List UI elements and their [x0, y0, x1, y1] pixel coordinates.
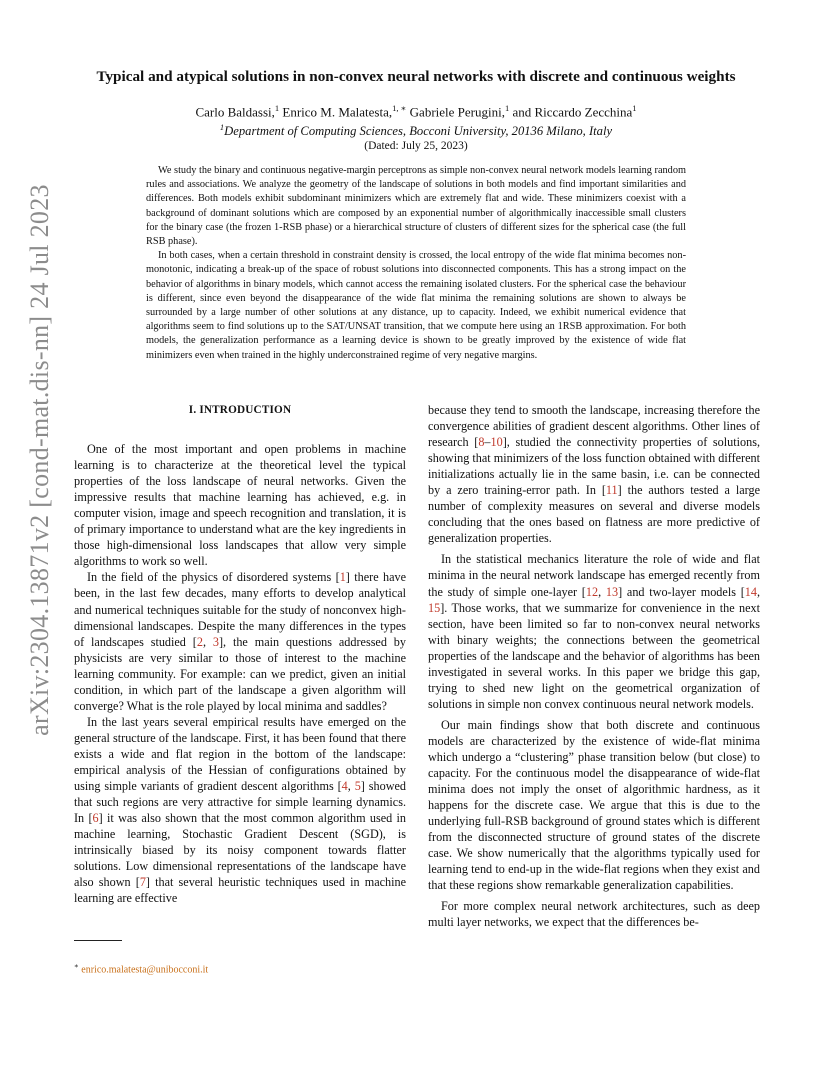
arxiv-stamp	[20, 184, 60, 736]
affiliation-text: Department of Computing Sciences, Bocconi University, 20136 Milano, Italy	[224, 124, 613, 139]
date-line: (Dated: July 25, 2023)	[364, 140, 468, 152]
citation-link[interactable]: 2	[196, 634, 203, 649]
body-paragraph: In the last years several empirical results have emerged on the general structure of the landscape. First, it has been found that there exists a wide and flat region in the bottom of the landscape: empirical analysis of the Hessian of configurations obtained by using simple variants of gradient descent algorithms [4, 5] showed that such regions are very attractive for simple learning dynamics. In [6] it was also shown that the most common algorithm used in machine learning, Stochastic Gradient Descent (SGD), is intrinsically biased by its noisy component towards flatter solutions. Low dimensional representations of the landscape have also shown [7] that several heuristic techniques used in machine learning are effective	[74, 714, 407, 906]
body-paragraph: In the statistical mechanics literature the role of wide and flat minima in the neural network landscape has emerged recently from the study of simple one-layer [12, 13] and two-layer models [14, 15]. Those works, that we summarize for convenience in the next section, have been limited so far to non-convex neural networks with binary weights; the connections between the geometrical properties of the landscape and the behavior of algorithms has been investigated in several works. In this paper we bridge this gap, trying to shed new light on the geometrical organization of solutions in simple non convex continuous neural network models.	[428, 552, 761, 711]
citation-link[interactable]: 11	[605, 483, 618, 498]
footnote-mark: ∗	[74, 962, 79, 970]
citation-link[interactable]: 15	[428, 600, 441, 615]
section-heading: I. INTRODUCTION	[188, 404, 292, 416]
citation-link[interactable]: 14	[744, 584, 757, 599]
body-paragraph: One of the most important and open problems in machine learning is to characterize at the theoretical level the typical properties of the loss landscape of neural networks. Given the impressive results that machine learning has achieved, e.g. in computer vision, image and speech recognition and translation, it is of primary importance to understand what are the key ingredients in those high-dimensional loss landscapes that allow very simple algorithms to work so well.	[74, 442, 406, 569]
author-malatesta: Enrico M. Malatesta,	[279, 104, 393, 120]
citation-link[interactable]: 12	[585, 584, 599, 599]
right-column	[428, 402, 760, 931]
footnote-divider	[74, 940, 122, 941]
citation-link[interactable]: 5	[354, 779, 361, 794]
abstract-paragraph: We study the binary and continuous negative-margin perceptrons as simple non-convex neural network models learning random rules and associations. We analyze the geometry of the landscape of solutions in both models and find important similarities and differences. Both models exhibit subdominant minimizers which are extremely flat and wide. These minimizers coexist with a background of dominant solutions which are composed by an exponential number of algorithmically inaccessible small clusters for the binary case (the frozen 1-RSB phase) or a hierarchical structure of clusters of different sizes for the spherical case (the full RSB phase).	[146, 165, 686, 248]
citation-link[interactable]: 8	[478, 435, 485, 450]
body-paragraph: Our main findings show that both discrete and continuous models are characterized by the existence of wide-flat minima which undergo a “clustering” phase transition below (but close) to capacity. For the continuous model the disappearance of wide-flat minima does not imply the onset of algorithmic hardness, as it happens for the discrete case. We argue that this is due to the underlying full-RSB background of ground states which is different from the disconnected structure of ground states of the discrete case. We show numerically that the algorithms typically used for learning tend to end-up in the wide-flat regions when they exist and that these regions show remarkable generalization capabilities.	[428, 717, 760, 893]
abstract	[146, 164, 686, 363]
paper-title: Typical and atypical solutions in non-convex neural networks with discrete and continuous weights	[96, 68, 736, 85]
citation-link[interactable]: 7	[139, 875, 146, 890]
affil-mark: 1	[504, 103, 510, 113]
body-paragraph: In the field of the physics of disordered systems [1] there have been, in the last few decades, many efforts to develop analytical and numerical techniques suitable for the study of nonconvex high-dimensional landscapes. Despite the many differences in the types of landscapes studied [2, 3], the main questions addressed by physicists are very similar to those of interest to the machine learning community. For example: can we predict, given an initial condition, in which part of the landscape a given algorithm will converge? What is the role played by local minima and saddles?	[74, 570, 406, 713]
author-list	[60, 103, 772, 120]
affiliation	[60, 122, 772, 139]
citation-link[interactable]: 6	[92, 811, 99, 826]
affil-mark: 1, ∗	[392, 103, 407, 113]
arxiv-id: arXiv:2304.13871v2 [cond-mat.dis-nn] 24 Jul 2023	[25, 184, 54, 736]
abstract-paragraph: In both cases, when a certain threshold in constraint density is crossed, the local entropy of the wide flat minima becomes non-monotonic, indicating a break-up of the space of robust solutions into disconnected components. This has a strong impact on the behavior of algorithms in binary models, which cannot access the remaining isolated clusters. For the spherical case the behaviour is different, since even beyond the disappearance of the wide flat minima the remaining solutions are shown to always be surrounded by a large number of other solutions at any distance, up to capacity. Indeed, we exhibit numerical evidence that algorithms seem to find solutions up to the SAT/UNSAT transition, that we compute here using an 1RSB approximation. For both models, the generalization performance as a learning device is shown to be greatly improved by the existence of wide flat minimizers even when trained in the highly underconstrained regime of very negative margins.	[146, 250, 686, 361]
author-baldassi: Carlo Baldassi,	[195, 104, 275, 120]
footnote	[74, 962, 208, 975]
left-column	[74, 402, 406, 906]
citation-link[interactable]: 3	[212, 634, 219, 649]
citation-link[interactable]: 13	[605, 584, 619, 599]
citation-link[interactable]: 10	[490, 435, 503, 450]
author-perugini: Gabriele Perugini,	[406, 104, 505, 120]
email-link[interactable]: enrico.malatesta@unibocconi.it	[81, 964, 209, 976]
citation-link[interactable]: 4	[341, 779, 348, 794]
author-zecchina: and Riccardo Zecchina	[509, 104, 633, 120]
affil-mark: 1	[274, 103, 280, 113]
affil-mark: 1	[219, 122, 225, 132]
body-paragraph: For more complex neural network architectures, such as deep multi layer networks, we expect that the differences be-	[428, 899, 760, 930]
body-paragraph: because they tend to smooth the landscape, increasing therefore the convergence abilities of gradient descent algorithms. Other lines of research [8–10], studied the connectivity properties of solutions, showing that minimizers of the loss function obtained with different initializations actually lie in the same basin, i.e. can be connected by a zero training-error path. In [11] the authors tested a large number of complexity measures on several and diverse models concluding that the ones based on flatness are more predictive of generalization properties.	[428, 403, 760, 546]
affil-mark: 1	[632, 103, 637, 113]
citation-link[interactable]: 1	[339, 570, 346, 585]
